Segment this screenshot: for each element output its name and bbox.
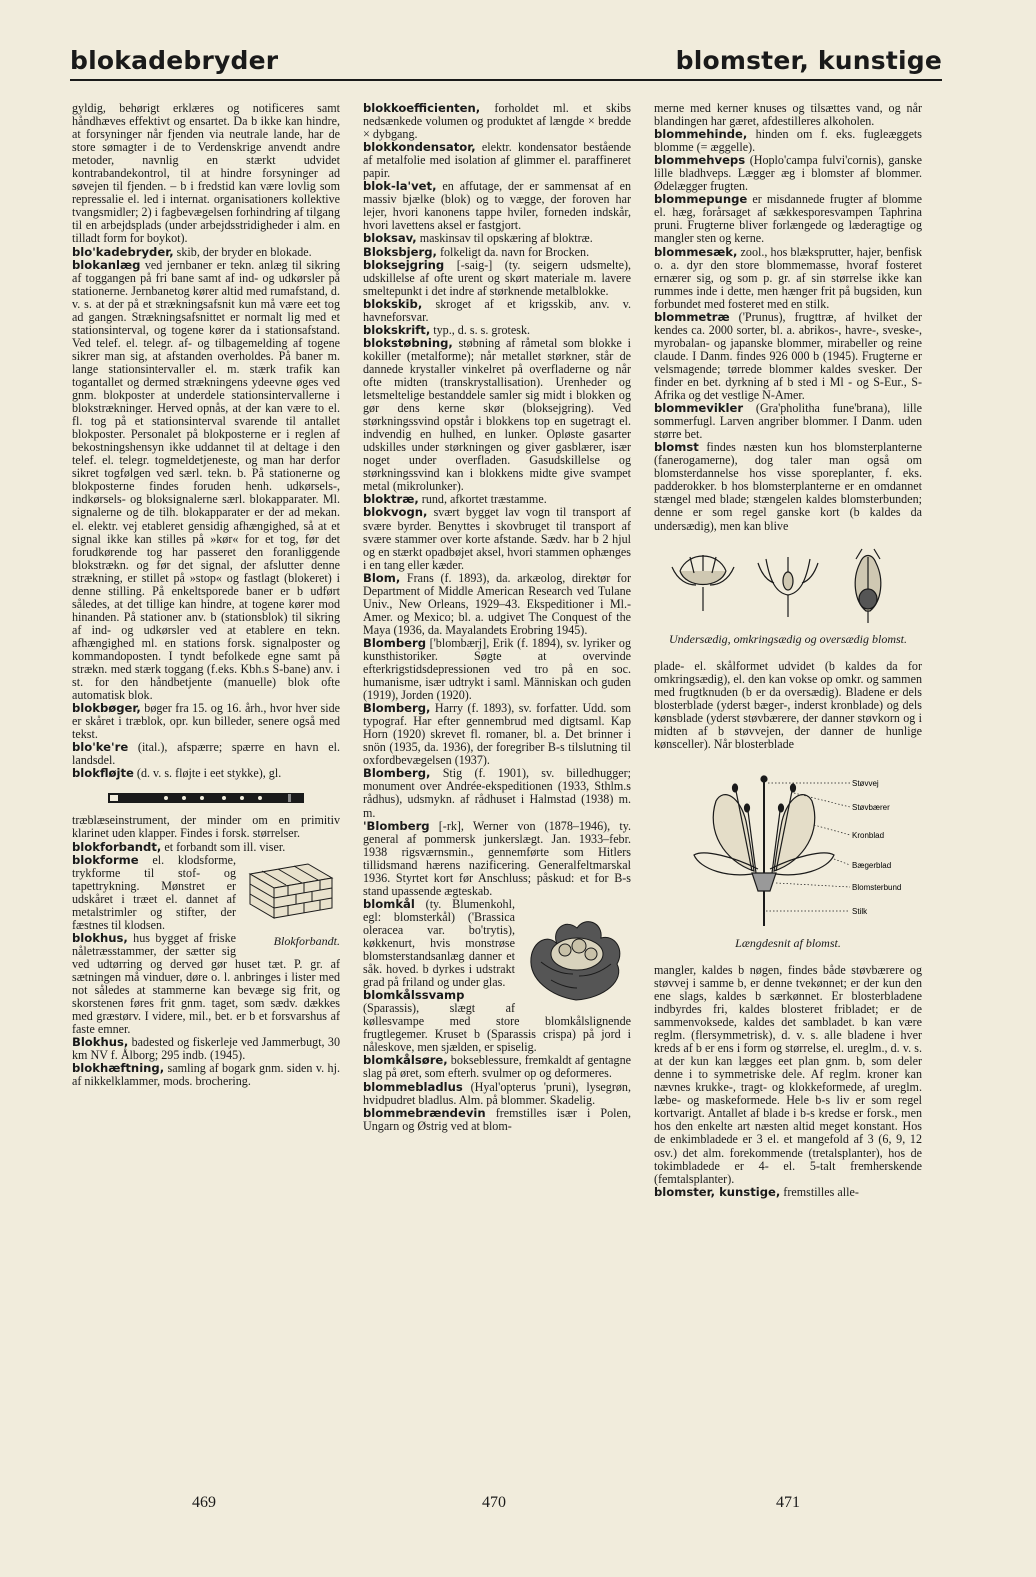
entry: blommepunge er misdannede frugter af blomme el. hæg, forårsaget af sækkesporesvampen Taphrina pruni. Frugterne bliver forlængede og læderagtige og mangler sten og kerne. <box>654 192 922 246</box>
entry-blokforme: blokforme el. klodsforme, trykforme til stof- og tapettrykning. Mønstret er udskåret i træet el. dannet af metalstrimler og stifter, der fæstnes til klodsen. <box>72 852 236 932</box>
headword: blokforbandt, <box>72 839 162 854</box>
entry-blokforbandt: blokforbandt, et forbandt som ill. viser. <box>72 839 286 854</box>
headword: blomkål <box>363 896 415 911</box>
entry: bloksejgring [-saig-] (ty. seigern udsmelte), udskillelse af ofte urent og skørt materiale m. lavere smeltepunkt i det indre af størknende metalblokke. <box>363 257 631 298</box>
headword: Blokhus, <box>72 1035 129 1050</box>
entry: blokskib, skroget af et krigsskib, anv. v. havneforsvar. <box>363 296 631 324</box>
entry: blokstøbning, støbning af råmetal som blokke i kokiller (metalforme); når metallet størkner, står de dannede krystaller vinkelret på overfladerne og når ofte midten (transkrystallisation). Urenheder og letsmeltelige bestanddele samler sig midt i blokken og gør dens kerne skør (bloksejgring). Ved størkningssvind opstår i blokkens top en sugetragt el. indvendig en hulhed, en lunker. Opløste gasarter udskilles under størkningen og giver gasblærer, især noget under overfladen. Gasudskillelse og størkningssvind kan i blokkens midte give svampet metal (mikrolunker). <box>363 335 631 494</box>
label-baegerblad: Bægerblad <box>852 860 892 870</box>
entry: Blomberg, Harry (f. 1893), sv. forfatter. Udd. som typograf. Har efter gennembrud med digtsaml. Kap Horn (1920) skrevet fl. romaner, bl. a. Det brinner i snön (1935, da. 1936), der foregriber B-s tilslutning til oxfordbevægelsen (1937). <box>363 701 631 768</box>
column-2 <box>363 102 631 1462</box>
entry: blokskrift, typ., d. s. s. grotesk. <box>363 322 531 337</box>
entry: blomkålssvamp (Sparassis), slægt af køllesvampe med store blomkålslignende frugtlegemer. Kruset b (Sparassis crispa) på jord i nåleskove, men sjælden, er spiselig. <box>363 988 631 1055</box>
column-1 <box>72 102 340 1462</box>
headword: blo'ke're <box>72 740 129 755</box>
running-head-right: blomster, kunstige <box>675 46 942 75</box>
entry: blomkålsøre, bokseblessure, fremkaldt af gentagne slag på øret, som efterh. svulmer op og deformeres. <box>363 1053 631 1081</box>
entry: Bloksbjerg, folkeligt da. navn for Brocken. <box>363 244 590 259</box>
entry: 'Blomberg [-rk], Werner von (1878–1946), ty. general af pommersk junkerslægt. Jan. 1933–febr. 1938 rigsværnsmin., gennemførte som Hitlers tillidsmand hærens nazificering. Generalfeltmarskal 1936. Styrtet kort før Anschluss; påskud: et for B-s stand upassende ægteskab. <box>363 818 631 898</box>
headword: Bloksbjerg, <box>363 244 437 259</box>
cauliflower-figure <box>521 900 631 1015</box>
entry: blokvogn, svært bygget lav vogn til transport af svære byrder. Benyttes i skovbruget til transport af svære stammer over korte afstande. Sædv. har b 2 hjul og en stærkt opadbøjet aksel, hvori stammen ophænges i en tang eller kæder. <box>363 505 631 572</box>
entry: Blomberg, Stig (f. 1901), sv. billedhugger; monument over Andrée-ekspeditionen (1933, Sthlm.s rådhus), udsmykn. af rådhuset i Halmstad (1938) m. m. <box>363 766 631 820</box>
entry-blokadebryder: blo'kadebryder, skib, der bryder en blokade. <box>72 244 312 259</box>
headword: blokskrift, <box>363 322 431 337</box>
headword: blommepunge <box>654 192 748 207</box>
headword: blokvogn, <box>363 505 428 520</box>
entry: blok-la'vet, en affutage, der er sammensat af en massiv bjælke (blok) og to vægge, der foroven har lejer, hvori kanonens tappe hviler, forneden indskår, hvori lavettens aksel er fastgjort. <box>363 179 631 233</box>
headword: blommehveps <box>654 153 746 168</box>
entry-blokflojte: blokfløjte (d. v. s. fløjte i eet stykke), gl. <box>72 766 282 781</box>
headword: blokkoefficienten, <box>363 102 481 115</box>
headword: blok-la'vet, <box>363 179 437 194</box>
headword: blokfløjte <box>72 766 134 781</box>
headword: blokskib, <box>363 296 423 311</box>
entry-blokflojte-cont: træblæseinstrument, der minder om en primitiv klarinet uden klapper. Findes i forsk. størrelser. <box>72 813 340 841</box>
entry-blokhus: blokhus, hus bygget af friske nåletræsstammer, der sætter sig ved udtørring og derved gør huset tæt. P. gr. af sætningen må vinduer, døre o. l. anbringes i lister med not således at stammerne kan bevæge sig frit, og skorstenen føres frit gnm. taget, som sædv. dækkes med græstørv. I videre, mil., bet. er b et forsvarshus af faste emner. <box>72 930 340 1037</box>
flower-section-caption: Længdesnit af blomst. <box>735 935 841 950</box>
entry: blommehveps (Hoplo'campa fulvi'cornis), ganske lille bladhveps. Lægger æg i blomster af blommer. Ødelægger frugten. <box>654 153 922 194</box>
headword: blomkålssvamp <box>363 988 465 1003</box>
headword: blommetræ <box>654 309 730 324</box>
entry: blomkål (ty. Blumenkohl, egl: blomsterkål) ('Brassica oleracea var. bo'trytis), køkkenurt, hvis monstrøse blomsterstandsanlæg danner et såk. hoved. b dyrkes i udstrakt grad på friland og under glas. <box>363 896 515 990</box>
entry-continuation: gyldig, behørigt erklæres og notificeres samt håndhæves effektivt og ensartet. Da b ikke kan hindre, at forsyninger når fjenden via neutrale lande, har de store sømagter i de to Verdenskrige anvendt andre metoder, navnlig en stærkt udvidet kontrabandekontrol, til at hindre forsyninger ad søvejen til fjenden. – b i fredstid kan være lovlig som repressalie el. led i internat. organisationers kollektive tvangsmidler; 2) i fagbevægelsen forhindring af tilgang til en arbejdsplads (under arbejdsstridigheder i alm. en tilladt form for boykot). <box>72 102 340 246</box>
headword: blokanlæg <box>72 257 141 272</box>
headword: blomst <box>654 440 699 455</box>
flower-section-illustration <box>654 761 922 931</box>
headword: 'Blomberg <box>363 818 430 833</box>
entry: Blomberg ['blombærj], Erik (f. 1894), sv. lyriker og kunsthistoriker. Søgte at overvinde efterkrigstidsdepressionen ved tro på en soc. humanisme, især udtrykt i saml. Människan och guden (1919), Jorden (1920). <box>363 635 631 703</box>
headword: blomkålsøre, <box>363 1053 448 1068</box>
entry-blokere: blo'ke're (ital.), afspærre; spærre en havn el. landsdel. <box>72 740 340 768</box>
headword: Blomberg, <box>363 766 431 781</box>
headword: blokhus, <box>72 930 128 945</box>
headword: blomster, kunstige, <box>654 1184 781 1199</box>
headword: Blomberg <box>363 635 427 650</box>
headword: blokbøger, <box>72 701 141 716</box>
entry: blommehinde, hinden om f. eks. fugleæggets blomme (= æggelle). <box>654 127 922 155</box>
entry: bloktræ, rund, afkortet træstamme. <box>363 492 547 507</box>
entry: blomster, kunstige, fremstilles alle- <box>654 1184 859 1199</box>
headword: bloksejgring <box>363 257 445 272</box>
label-stovbaerer: Støvbærer <box>852 802 890 812</box>
headword: blommehinde, <box>654 127 748 142</box>
entry: blommetræ ('Prunus), frugttræ, af hvilket der kendes ca. 2000 sorter, bl. a. abrikos-, havre-, sveske-, myrobalan- og japanske blommer, mirabeller og reine claude. I Danm. findes 926 000 b (1945). Frugterne er velsmagende; tørrede blommer kaldes svesker. Der finder en bet. dyrkning af b sted i Ml - og S-Eur., S-Afrika og det vestlige N-Amer. <box>654 309 922 403</box>
entry: blomst findes næsten kun hos blomsterplanterne (fanerogamerne), dog taler man også om blomsterdannelse hos visse sporeplanter, f. eks. padderokker. b hos blomsterplanterne er en omdannet stængel med blade; stængelen kaldes blomsterbunden; denne er som regel ganske kort (b kaldes da undersædig), men kan blive <box>654 440 922 533</box>
header-rule <box>70 79 942 81</box>
entry-bloklaeg: blokanlæg ved jernbaner er tekn. anlæg til sikring af toggangen på fri bane samt af ind- og udkørsler på stationerne. Jernbanetog kører altid med rumafstand, d. v. s. at der på et strækningsafsnit kun må være eet tog ad gangen. Strækningsafsnittet er normalt lig med et stationsinterval, og togene kører da i stationsafstand. Ved telef. el. telegr. af- og tilbagemelding af togene sikrer man sig, at afstanden overholdes. På baner m. lange stationsintervaller el. m. stærk trafik kan togantallet og dermed strækningens ydeevne øges ved gnm. blokposter at underdele stationsintervallerne i blokstrækninger. Herved opnås, at der kan være to el. fl. tog på et stationsinterval svarende til antallet blokposter. Personalet på blokposterne er i reglen af bekostningshensyn ikke uddannet til at deltage i den telef. el. telegr. togmeldetjeneste, og man har derfor sikret togfølgen ved særl. tekn. b. På stationerne og blokposterne findes foruden henh. udkørsels-, indkørsels- og bloksignalerne særl. blokapparater. Ml. signalerne og de tilh. blokapparater er der ad mekan. el. elektr. vej etableret gensidig afhængighed, så at et signal ikke kan stilles på »kør« for et tog, før det forudkørende tog har passeret den foranliggende blokstrækn. og før det signal, der afslutter denne strækning, er stillet på »stop« og fastlagt (blokeret) i denne stilling. På enkeltsporede baner er b udført således, at det tillige kan hindre, at togene kører mod hinanden. På stationer anv. b (stationsblok) til sikring af ind- og udkørsler ved at etablere en tekn. afhængighed ml. en stations forsk. signalposter og kommandoposten. I tyndt befolkede egne samt på strækn. med stærk toggang (f.eks. Kbh.s S-bane) anv. i st. for den håndbetjente (manuelle) blok ofte automatisk blok. <box>72 257 340 703</box>
entry-blomst-cont2: mangler, kaldes b nøgen, findes både støvbærere og støvvej i samme b, er denne tvekønnet; er der kun den ene slags, kaldes b særkønnet. Er blosterbladene indbyrdes fri, kaldes blosteret fribladet; er de sammenvoksede, kaldes det sambladet. b kan være reglm. (flersymmetrisk), d. v. s. alle bladene i hver kreds af b er ens i form og størrelse, el. ureglm., d. v. s. at der kun kan lægges eet plan gnm. b, som deler denne i to symmetriske dele. Af reglm. kroner kan nævnes krukke-, tragt- og klokkeformede, af ureglm. læbe- og maskeformede. Hele b-s liv er som regel kortvarigt. Antallet af blade i b-s kredse er forsk., men hos den enkelte art næsten altid meget konstant. Hos de enkimbladede er 3 el. et mangefold af 3 (6, 9, 12 osv.) det alm. forekommende (tretalsplanter), hos de tokimbladede er 4- el. 5-talt fremherskende (femtalsplanter). <box>654 962 922 1186</box>
headword: bloksav, <box>363 231 417 246</box>
entry: Blom, Frans (f. 1893), da. arkæolog, direktør for Department of Middle American Research ved Tulane Univ., New Orleans, 1929–43. Ekspeditioner i Ml.-Amer. og Mexico; bl. a. udgivet The Conquest of the Maya (1936, da. Mayalandets Erobring 1945). <box>363 570 631 637</box>
headword: blommevikler <box>654 401 744 416</box>
entry: blokkondensator, elektr. kondensator bestående af metalfolie med isolation af glimmer el. paraffineret papir. <box>363 140 631 181</box>
page-number-2: 470 <box>482 1494 506 1511</box>
running-head-left: blokadebryder <box>70 46 279 75</box>
headword: bloktræ, <box>363 492 419 507</box>
entry-continuation: merne med kerner knuses og tilsættes vand, og når blandingen har gæret, afdestilleres alkoholen. <box>654 102 922 129</box>
label-stilk: Stilk <box>852 906 868 916</box>
recorder-illustration <box>72 788 340 808</box>
label-blomsterbund: Blomsterbund <box>852 882 902 892</box>
flower-types-caption: Undersædig, omkringsædig og oversædig blomst. <box>668 631 907 646</box>
page-number-3: 471 <box>776 1494 800 1511</box>
label-stovvej: Støvvej <box>852 778 879 788</box>
headword: blokkondensator, <box>363 140 476 155</box>
headword: blokhæftning, <box>72 1061 165 1076</box>
headword: Blom, <box>363 570 401 585</box>
entry: blommebladlus (Hyal'opterus 'pruni), lysegrøn, hvidpudret bladlus. Alm. på blommer. Skadelig. <box>363 1079 631 1107</box>
blokforbandt-figure <box>242 856 340 948</box>
flower-types-illustration <box>654 541 922 627</box>
headword: blokforme <box>72 852 139 867</box>
blokforbandt-caption: Blokforbandt. <box>273 933 340 948</box>
headword: blo'kadebryder, <box>72 244 174 259</box>
entry-blokhus-place: Blokhus, badested og fiskerleje ved Jammerbugt, 30 km NV f. Ålborg; 295 indb. (1945). <box>72 1035 340 1063</box>
headword: blokstøbning, <box>363 335 453 350</box>
entry-blokboger: blokbøger, bøger fra 15. og 16. årh., hvor hver side er skåret i træblok, opr. kun billeder, senere også med tekst. <box>72 701 340 742</box>
column-3 <box>654 102 922 1462</box>
page-number-1: 469 <box>192 1494 216 1511</box>
entry: blokkoefficienten, forholdet ml. et skibs nedsænkede volumen og produktet af længde × bredde × dybgang. <box>363 102 631 142</box>
headword: blommesæk, <box>654 244 738 259</box>
entry: blommesæk, zool., hos blæksprutter, hajer, benfisk o. a. dyr den store blommemasse, hvoraf fosteret ernærer sig, og som p. gr. af sin størrelse ikke kan rummes inde i dette, men hænger frit på bugsiden, kun forbundet med fosteret med en stilk. <box>654 244 922 311</box>
entry: blommebrændevin fremstilles især i Polen, Ungarn og Østrig ved at blom- <box>363 1105 631 1133</box>
headword: blommebladlus <box>363 1079 463 1094</box>
entry-blokhaeftning: blokhæftning, samling af bogark gnm. siden v. hj. af nikkelklammer, mods. brochering. <box>72 1061 340 1089</box>
headword: Blomberg, <box>363 701 431 716</box>
entry: bloksav, maskinsav til opskæring af bloktræ. <box>363 231 593 246</box>
label-kronblad: Kronblad <box>852 830 885 840</box>
entry: blommevikler (Gra'pholitha fune'brana), lille sommerfugl. Larven angriber blommer. I Danm. uden større bet. <box>654 401 922 442</box>
headword: blommebrændevin <box>363 1105 486 1120</box>
entry-blomst-cont: plade- el. skålformet udvidet (b kaldes da for omkringsædig), el. den kan vokse op omkr. og sammen med frugtknuden (b er da oversædig). Bladene er dels blosterblade (yderst bæger-, inderst kronblade) og dels kønsblade (yderst støvbærere, der danner støvkorn og i midten af b støvvejen, der danner de hunlige kønsceller). Når blosterblade <box>654 658 922 751</box>
